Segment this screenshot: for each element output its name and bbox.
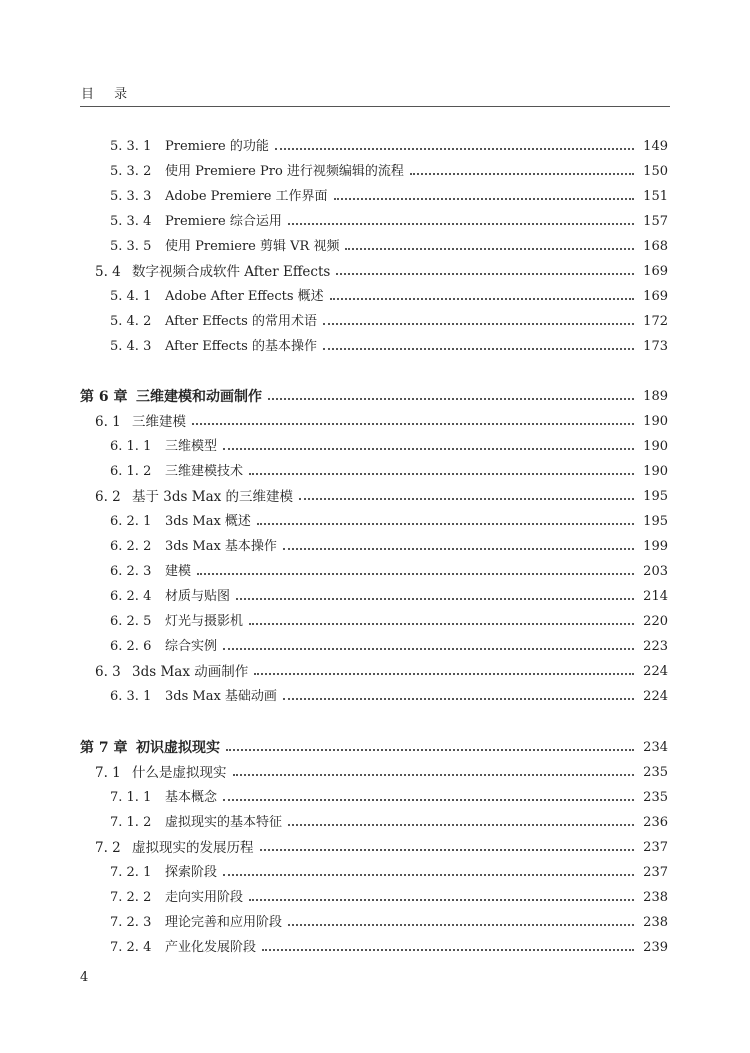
toc-entry-page: 157 [643, 214, 668, 229]
toc-entry [0, 833, 668, 857]
toc-entry-page: 150 [643, 164, 668, 179]
dot-leader [223, 447, 634, 450]
dot-leader [233, 773, 635, 776]
toc-entry [0, 482, 668, 506]
toc-entry-page: 234 [643, 740, 668, 755]
toc-entry-number: 5. 3. 1 [110, 139, 152, 154]
toc-entry-page: 195 [643, 489, 668, 504]
toc-entry [0, 307, 668, 331]
toc-entry [0, 457, 668, 481]
toc-entry-number: 5. 4. 2 [110, 314, 152, 329]
toc-entry-page: 235 [643, 765, 668, 780]
dot-leader [336, 272, 634, 275]
toc-entry-number: 6. 2. 1 [110, 514, 152, 529]
toc-entry-title: Adobe Premiere 工作界面 [165, 189, 328, 204]
toc-entry-title: 虚拟现实的发展历程 [132, 840, 254, 856]
toc-entry [0, 682, 668, 706]
toc-entry-number: 6. 2. 6 [110, 639, 152, 654]
toc-entry-title: 三维建模技术 [165, 464, 244, 479]
toc-entry-page: 190 [643, 439, 668, 454]
toc-entry-page: 224 [643, 664, 668, 679]
toc-entry-number: 7. 2 [95, 840, 121, 856]
dot-leader [260, 848, 635, 851]
running-header [80, 80, 670, 107]
toc-entry-page: 190 [643, 414, 668, 429]
toc-entry [0, 808, 668, 832]
toc-entry-title: 初识虚拟现实 [136, 740, 220, 756]
toc-entry-page: 172 [643, 314, 668, 329]
toc-entry-number: 7. 1 [95, 765, 121, 781]
toc-entry-page: 169 [643, 264, 668, 279]
toc-entry-page: 203 [643, 564, 668, 579]
dot-leader [283, 697, 634, 700]
toc-entry-page: 238 [643, 915, 668, 930]
toc-entry [0, 858, 668, 882]
toc-entry [0, 157, 668, 181]
toc-entry [0, 232, 668, 256]
toc-entry-number: 5. 4. 1 [110, 289, 152, 304]
toc-entry-page: 238 [643, 890, 668, 905]
dot-leader [345, 247, 634, 250]
toc-entry-title: 综合实例 [165, 639, 218, 654]
toc-entry-title: 材质与贴图 [165, 589, 231, 604]
page-number: 4 [80, 970, 89, 985]
toc-entry-title: 3ds Max 基础动画 [165, 689, 277, 704]
toc-entry-number: 6. 2 [95, 489, 121, 505]
toc-entry-title: 三维建模 [132, 414, 186, 430]
toc-entry-page: 214 [643, 589, 668, 604]
toc-entry-title: 理论完善和应用阶段 [165, 915, 283, 930]
dot-leader [223, 873, 634, 876]
toc-entry-number: 第 6 章 [80, 389, 128, 405]
dot-leader [283, 547, 634, 550]
dot-leader [262, 948, 634, 951]
toc-entry-page: 149 [643, 139, 668, 154]
toc-entry-number: 6. 2. 2 [110, 539, 152, 554]
header-title: 目 录 [81, 87, 136, 102]
toc-entry [0, 883, 668, 907]
dot-leader [236, 597, 634, 600]
toc-entry-title: 3ds Max 基本操作 [165, 539, 277, 554]
toc-entry [0, 207, 668, 231]
toc-entry [0, 908, 668, 932]
toc-entry-number: 5. 3. 5 [110, 239, 152, 254]
dot-leader [223, 798, 634, 801]
toc-entry-number: 5. 4 [95, 264, 121, 280]
toc-entry [0, 532, 668, 556]
dot-leader [288, 923, 634, 926]
toc-entry-title: After Effects 的基本操作 [165, 339, 317, 354]
toc-entry-page: 195 [643, 514, 668, 529]
toc-entry-title: 探索阶段 [165, 865, 218, 880]
toc-entry [0, 182, 668, 206]
toc-entry-page: 168 [643, 239, 668, 254]
toc-entry [0, 282, 668, 306]
toc-entry [0, 733, 668, 757]
toc-entry-number: 5. 3. 3 [110, 189, 152, 204]
toc-entry-number: 6. 2. 3 [110, 564, 152, 579]
toc-entry-title: Premiere 综合运用 [165, 214, 282, 229]
toc-entry-number: 6. 1 [95, 414, 121, 430]
toc-entry [0, 132, 668, 156]
dot-leader [223, 647, 634, 650]
toc-entry-title: 建模 [165, 564, 192, 579]
toc-entry-number: 6. 2. 4 [110, 589, 152, 604]
toc-entry-number: 7. 1. 2 [110, 815, 152, 830]
toc-entry [0, 557, 668, 581]
toc-entry-page: 239 [643, 940, 668, 955]
toc-entry [0, 758, 668, 782]
toc-entry-number: 7. 2. 2 [110, 890, 152, 905]
toc-entry [0, 407, 668, 431]
toc-entry-title: 3ds Max 动画制作 [132, 664, 249, 680]
dot-leader [268, 397, 634, 400]
dot-leader [254, 672, 634, 675]
dot-leader [249, 472, 634, 475]
toc-entry-page: 235 [643, 790, 668, 805]
toc-entry-title: 使用 Premiere Pro 进行视频编辑的流程 [165, 164, 404, 179]
dot-leader [299, 497, 634, 500]
toc-entry-title: 三维模型 [165, 439, 218, 454]
dot-leader [249, 898, 634, 901]
toc-entry-title: 什么是虚拟现实 [132, 765, 227, 781]
toc-entry-page: 151 [643, 189, 668, 204]
toc-entry-title: Adobe After Effects 概述 [165, 289, 324, 304]
dot-leader [197, 572, 634, 575]
dot-leader [226, 748, 634, 751]
toc-entry-title: 数字视频合成软件 After Effects [132, 264, 331, 280]
toc-entry-number: 7. 2. 3 [110, 915, 152, 930]
dot-leader [330, 297, 634, 300]
toc-entry-title: 产业化发展阶段 [165, 940, 257, 955]
toc-entry-title: After Effects 的常用术语 [165, 314, 317, 329]
toc-entry-number: 6. 2. 5 [110, 614, 152, 629]
toc-entry-page: 189 [643, 389, 668, 404]
toc-entry-title: Premiere 的功能 [165, 139, 269, 154]
toc-entry [0, 657, 668, 681]
dot-leader [410, 172, 634, 175]
toc-entry [0, 783, 668, 807]
toc-entry-page: 224 [643, 689, 668, 704]
toc-entry-title: 3ds Max 概述 [165, 514, 251, 529]
toc-entry-number: 7. 1. 1 [110, 790, 152, 805]
toc-entry-page: 223 [643, 639, 668, 654]
toc-entry [0, 382, 668, 406]
toc-entry [0, 632, 668, 656]
toc-entry-title: 走向实用阶段 [165, 890, 244, 905]
toc-entry [0, 432, 668, 456]
toc-entry-page: 220 [643, 614, 668, 629]
toc-entry [0, 607, 668, 631]
toc-entry-number: 6. 3. 1 [110, 689, 152, 704]
dot-leader [334, 197, 634, 200]
toc-entry-page: 199 [643, 539, 668, 554]
toc-entry [0, 933, 668, 957]
toc-entry-title: 三维建模和动画制作 [136, 389, 262, 405]
toc-entry-title: 灯光与摄影机 [165, 614, 244, 629]
toc-entry-title: 基本概念 [165, 790, 218, 805]
toc-entry-page: 173 [643, 339, 668, 354]
toc-entry-number: 5. 3. 2 [110, 164, 152, 179]
dot-leader [323, 322, 634, 325]
toc-entry [0, 257, 668, 281]
toc-entry [0, 582, 668, 606]
toc-entry-number: 7. 2. 4 [110, 940, 152, 955]
toc-entry-title: 虚拟现实的基本特征 [165, 815, 283, 830]
dot-leader [288, 823, 634, 826]
dot-leader [323, 347, 634, 350]
toc-entry-number: 6. 1. 1 [110, 439, 152, 454]
toc-entry-page: 236 [643, 815, 668, 830]
toc-entry-number: 6. 3 [95, 664, 121, 680]
dot-leader [192, 422, 634, 425]
toc-entry-page: 169 [643, 289, 668, 304]
dot-leader [288, 222, 634, 225]
toc-entry-number: 7. 2. 1 [110, 865, 152, 880]
toc-entry [0, 332, 668, 356]
toc-entry-number: 6. 1. 2 [110, 464, 152, 479]
dot-leader [257, 522, 634, 525]
toc-entry-title: 基于 3ds Max 的三维建模 [132, 489, 294, 505]
dot-leader [249, 622, 634, 625]
toc-entry-page: 237 [643, 865, 668, 880]
toc-entry-number: 5. 3. 4 [110, 214, 152, 229]
toc-entry [0, 507, 668, 531]
toc-entry-page: 190 [643, 464, 668, 479]
toc-entry-title: 使用 Premiere 剪辑 VR 视频 [165, 239, 340, 254]
toc-entry-page: 237 [643, 840, 668, 855]
toc-entry-number: 5. 4. 3 [110, 339, 152, 354]
dot-leader [275, 147, 634, 150]
toc-entry-number: 第 7 章 [80, 740, 128, 756]
